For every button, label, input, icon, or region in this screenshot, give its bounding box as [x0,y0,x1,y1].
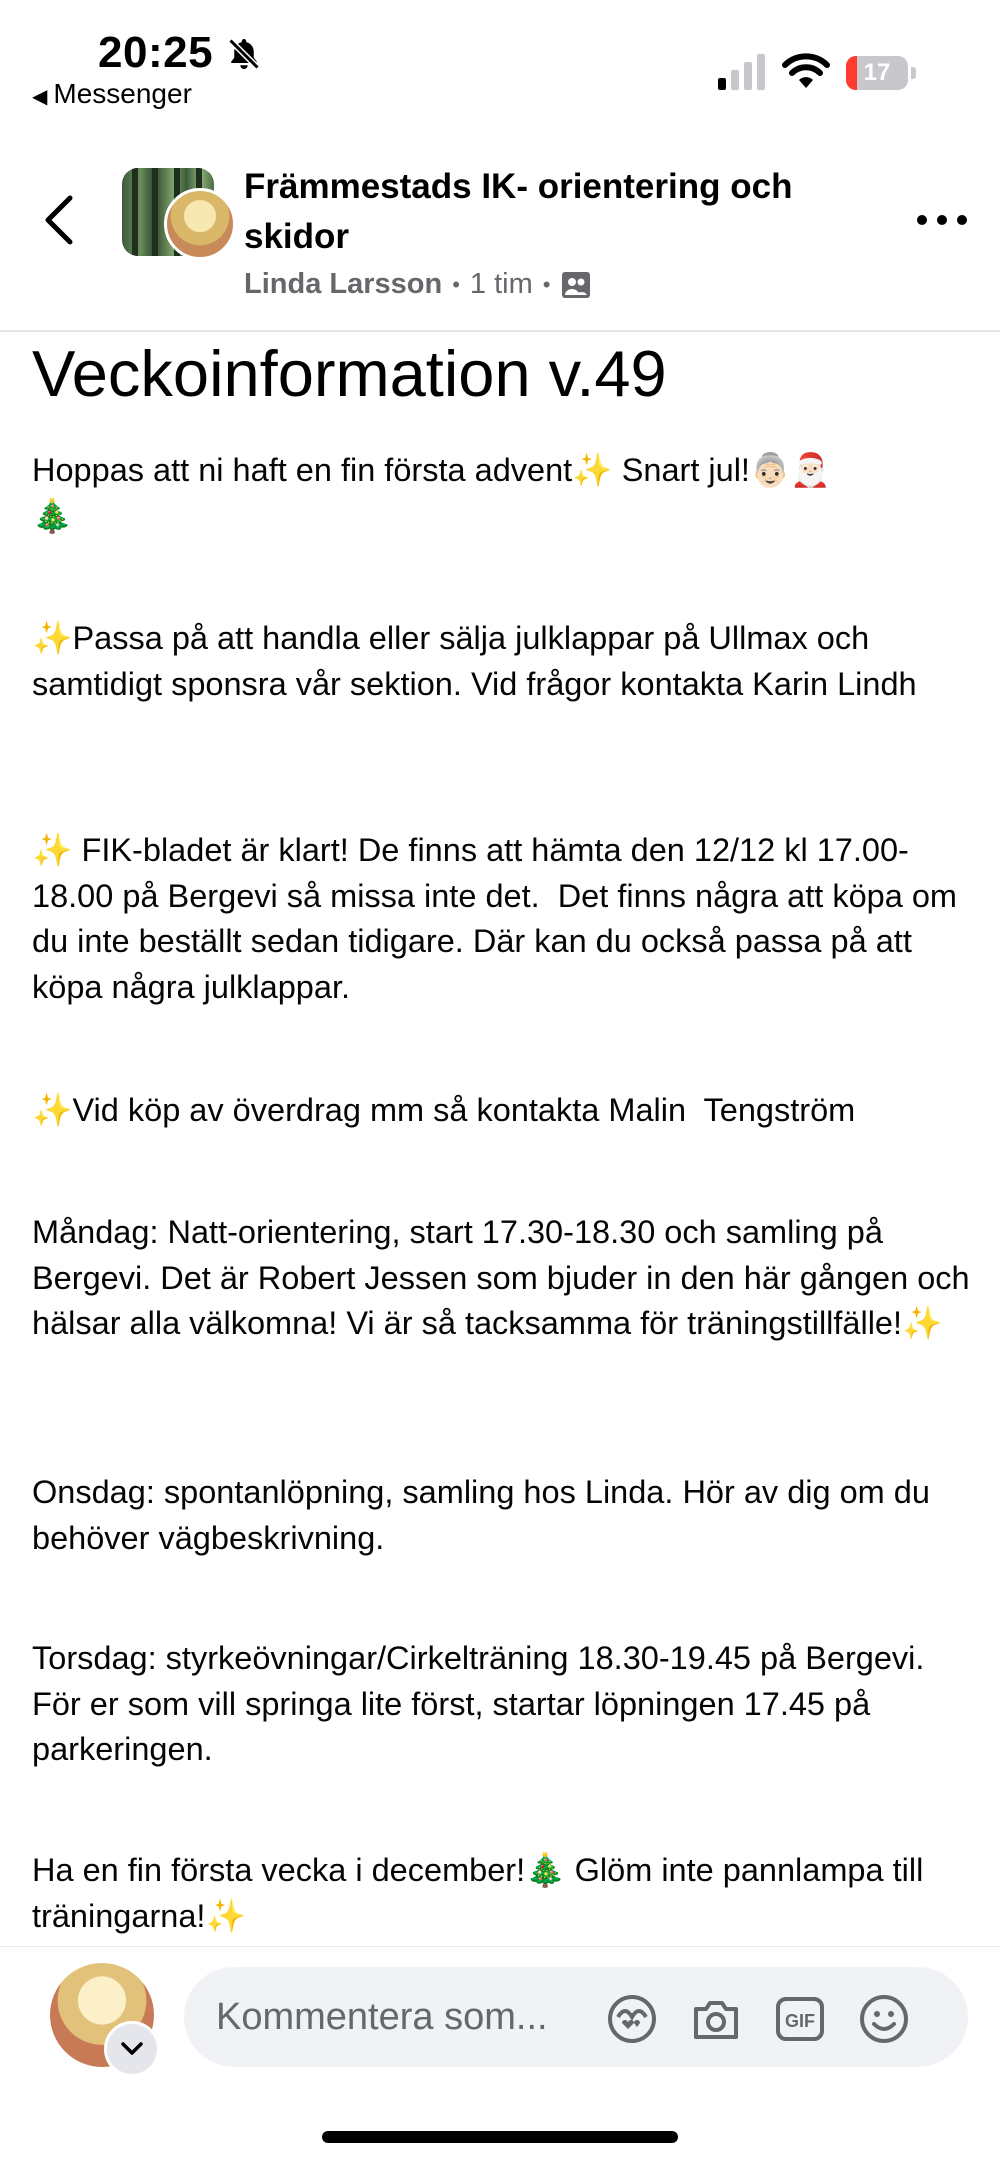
status-bar [0,0,1000,120]
post-paragraph: Onsdag: spontanlöpning, samling hos Linda. Hör av dig om du behöver vägbeskrivning. [32,1474,939,1556]
post-title: Veckoinformation v.49 [32,337,667,410]
battery-icon [846,56,916,90]
post-meta [244,268,592,301]
back-app-label: Messenger [53,78,192,109]
gif-label: GIF [785,2011,815,2031]
comment-input[interactable] [184,1967,968,2067]
more-icon[interactable] [912,210,972,230]
group-audience-icon [560,269,592,301]
meta-separator: • [542,271,551,297]
home-indicator[interactable] [322,2131,678,2143]
gif-icon[interactable] [772,1991,828,2047]
camera-icon[interactable] [688,1991,744,2047]
header-divider [0,330,1000,332]
post-paragraph: Måndag: Natt-orientering, start 17.30-18.30 och samling på Bergevi. Det är Robert Jessen som bjuder in den här gången och hälsar alla välkomna! Vi är så tacksamma för träningstillfälle!✨ [32,1214,979,1341]
post-paragraph: ✨ FIK-bladet är klart! De finns att hämta den 12/12 kl 17.00-18.00 på Bergevi så missa inte det. Det finns några att köpa om du inte beställt sedan tidigare. Där kan du också passa på att köpa några julklappar. [32,832,966,1005]
post-paragraph: ✨Passa på att handla eller sälja julklappar på Ullmax och samtidigt sponsra vår sektion. Vid frågor kontakta Karin Lindh [32,620,917,702]
avatar-sticker-icon[interactable] [604,1991,660,2047]
author-avatar[interactable] [164,188,236,260]
emoji-icon[interactable] [856,1991,912,2047]
signal-icon [718,52,768,90]
post-paragraph: Hoppas att ni haft en fin första advent✨ Snart jul!👵🏻🎅🏻 🎄 [32,452,831,534]
post-header [0,150,1000,330]
comment-placeholder: Kommentera som... [216,1996,548,2038]
bell-slash-icon [226,36,262,72]
chevron-down-icon[interactable] [104,2021,160,2077]
post-paragraph: Torsdag: styrkeövningar/Cirkelträning 18.30-19.45 på Bergevi. För er som vill springa lite först, startar löpningen 17.45 på parkeringen. [32,1640,934,1767]
group-title[interactable]: Främmestads IK- orientering och skidor [244,167,793,256]
status-time: 20:25 [98,28,214,77]
post-paragraph: ✨Vid köp av överdrag mm så kontakta Malin Tengström [32,1092,856,1128]
back-chevron-icon[interactable] [40,190,80,250]
post-time[interactable]: 1 tim [469,268,533,300]
wifi-icon [782,52,830,90]
back-to-messenger[interactable] [32,78,192,110]
back-triangle-icon: ◀ [32,86,48,108]
post-paragraph: Ha en fin första vecka i december!🎄 Glöm inte pannlampa till träningarna!✨ [32,1852,933,1934]
battery-level: 17 [863,59,891,86]
author-name[interactable]: Linda Larsson [244,268,443,300]
meta-separator: • [452,271,460,297]
